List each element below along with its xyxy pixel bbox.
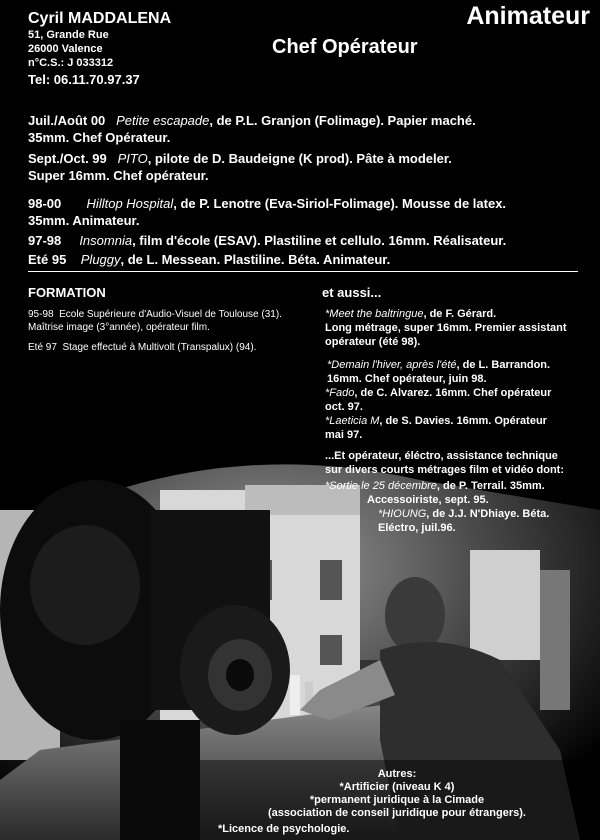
section-divider — [28, 271, 578, 272]
formation-text: Ecole Supérieure d'Audio-Visuel de Toulouse (31). — [59, 309, 282, 320]
formation-item — [28, 308, 318, 334]
credit-details: , de P. Lenotre (Eva-Siriol-Folimage). Mousse de latex. — [173, 196, 507, 211]
formation-text: Stage effectué à Multivolt (Transpalux) (94). — [62, 342, 257, 353]
credit-details: , film d'école (ESAV). Plastiline et cellulo. 16mm. Réalisateur. — [132, 233, 507, 248]
credit-film: Pluggy — [80, 252, 121, 267]
contact-block — [28, 10, 171, 88]
credit-date: 97-98 — [28, 233, 62, 248]
credit-details-line2: 35mm. Chef Opérateur. — [28, 130, 171, 145]
credit-date: Sept./Oct. 99 — [28, 151, 107, 166]
credit-date: Juil./Août 00 — [28, 113, 106, 128]
job-title-main: Animateur — [466, 2, 590, 30]
credit-details: , de P.L. Granjon (Folimage). Papier maché. — [209, 113, 476, 128]
autres-block — [212, 768, 582, 820]
credit-item — [28, 232, 588, 249]
credit-film: Petite escapade — [116, 113, 210, 128]
autres-heading: Autres: — [377, 768, 417, 780]
extra-intro: ...Et opérateur, éléctro, assistance technique sur divers courts métrages film et vidéo dont: — [325, 450, 565, 476]
credit-film: Hilltop Hospital — [86, 196, 174, 211]
autres-item: *Licence de psychologie. — [218, 823, 350, 835]
credit-film: PITO — [117, 151, 148, 166]
formation-heading: FORMATION — [28, 285, 106, 300]
credit-date: 98-00 — [28, 196, 62, 211]
extra-credit: *Laeticia M, de S. Davies. 16mm. Opérateur mai 97. — [325, 415, 547, 441]
address-street: 51, Grande Rue — [28, 29, 109, 41]
credit-item — [28, 112, 588, 146]
formation-text-line2: Maîtrise image (3°année), opérateur film. — [28, 322, 210, 333]
credit-item — [28, 251, 588, 268]
extra-credit: *Fado, de C. Alvarez. 16mm. Chef opérateur oct. 97. — [325, 387, 552, 413]
credit-details: , de L. Messean. Plastiline. Béta. Animateur. — [120, 252, 391, 267]
formation-date: Eté 97 — [28, 342, 57, 353]
credit-film: Insomnia — [79, 233, 133, 248]
credit-item — [28, 195, 588, 229]
credit-date: Eté 95 — [28, 252, 67, 267]
credit-item — [28, 150, 588, 184]
address-city: 26000 Valence — [28, 43, 103, 55]
credit-details: , pilote de D. Baudeigne (K prod). Pâte à modeler. — [147, 151, 452, 166]
autres-item: *Artificier (niveau K 4) — [339, 781, 455, 793]
person-name: Cyril MADDALENA — [28, 10, 172, 27]
formation-item — [28, 341, 318, 354]
extra-heading: et aussi... — [322, 285, 382, 300]
formation-date: 95-98 — [28, 309, 54, 320]
credit-details-line2: 35mm. Animateur. — [28, 213, 140, 228]
autres-item: *permanent juridique à la Cimade — [309, 794, 485, 806]
extra-credit: *Demain l'hiver, après l'été, de L. Barrandon. 16mm. Chef opérateur, juin 98. — [327, 359, 551, 385]
job-title-sub: Chef Opérateur — [272, 36, 418, 58]
cs-number: n°C.S.: J 033312 — [28, 57, 114, 69]
extra-credit: *Meet the baltringue, de F. Gérard. Long métrage, super 16mm. Premier assistant opérateur (été 98). — [325, 308, 567, 348]
extra-credit: *HIOUNG, de J.J. N'Dhiaye. Béta. Eléctro, juil.96. — [378, 508, 550, 534]
credit-details-line2: Super 16mm. Chef opérateur. — [28, 168, 209, 183]
extra-credit: *Sortie le 25 décembre, de P. Terrail. 35mm. Accessoiriste, sept. 95. — [325, 480, 545, 506]
autres-item: (association de conseil juridique pour étrangers). — [268, 807, 526, 819]
phone-number: Tel: 06.11.70.97.37 — [28, 72, 140, 87]
